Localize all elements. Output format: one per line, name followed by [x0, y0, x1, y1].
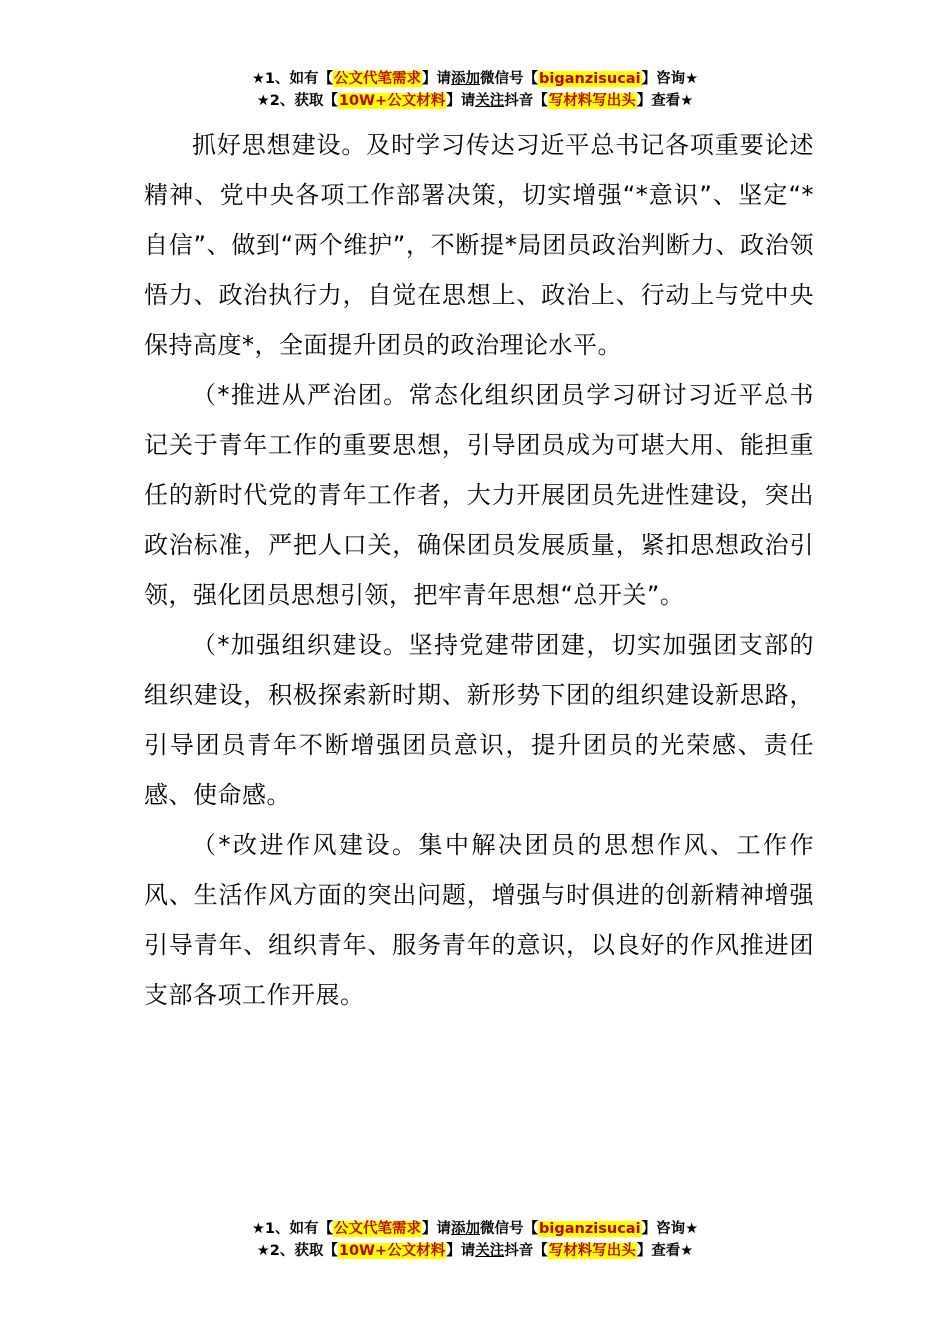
highlight-materials: 10W+公文材料 [338, 93, 446, 109]
banner-line-1: ★1、如有【公文代笔需求】请添加微信号【biganzisucai】咨询★ [251, 1221, 699, 1237]
highlight-wechat-id: biganzisucai [539, 1221, 641, 1237]
banner-line-2: ★2、获取【10W+公文材料】请关注抖音【写材料写出头】查看★ [256, 93, 694, 109]
header-banner [0, 68, 950, 112]
highlight-materials: 10W+公文材料 [338, 1243, 446, 1259]
paragraph-thought-building: 抓好思想建设。及时学习传达习近平总书记各项重要论述精神、党中央各项工作部署决策，切实增强“*意识”、坚定“*自信”、做到“两个维护”，不断提*局团员政治判断力、政治领悟力、政治执行力，自觉在思想上、政治上、行动上与党中央保持高度*，全面提升团员的政治理论水平。 [144, 131, 814, 359]
banner-line-2: ★2、获取【10W+公文材料】请关注抖音【写材料写出头】查看★ [256, 1243, 694, 1259]
document-body [144, 120, 814, 1020]
highlight-douyin: 写材料写出头 [548, 1243, 636, 1259]
highlight-wechat-id: biganzisucai [539, 71, 641, 87]
highlight-service: 公文代笔需求 [334, 1221, 422, 1237]
highlight-douyin: 写材料写出头 [548, 93, 636, 109]
highlight-service: 公文代笔需求 [334, 71, 422, 87]
footer-banner [0, 1218, 950, 1262]
paragraph-work-style: （*改进作风建设。集中解决团员的思想作风、工作作风、生活作风方面的突出问题，增强与时俱进的创新精神增强引导青年、组织青年、服务青年的意识，以良好的作风推进团支部各项工作开展。 [144, 831, 814, 1009]
banner-line-1: ★1、如有【公文代笔需求】请添加微信号【biganzisucai】咨询★ [251, 71, 699, 87]
paragraph-strict-governance: （*推进从严治团。常态化组织团员学习研讨习近平总书记关于青年工作的重要思想，引导团员成为可堪大用、能担重任的新时代党的青年工作者，大力开展团员先进性建设，突出政治标准，严把人口关，确保团员发展质量，紧扣思想政治引领，强化团员思想引领，把牢青年思想“总开关”。 [144, 381, 814, 609]
paragraph-organization-building: （*加强组织建设。坚持党建带团建，切实加强团支部的组织建设，积极探索新时期、新形势下团的组织建设新思路，引导团员青年不断增强团员意识，提升团员的光荣感、责任感、使命感。 [144, 631, 814, 809]
